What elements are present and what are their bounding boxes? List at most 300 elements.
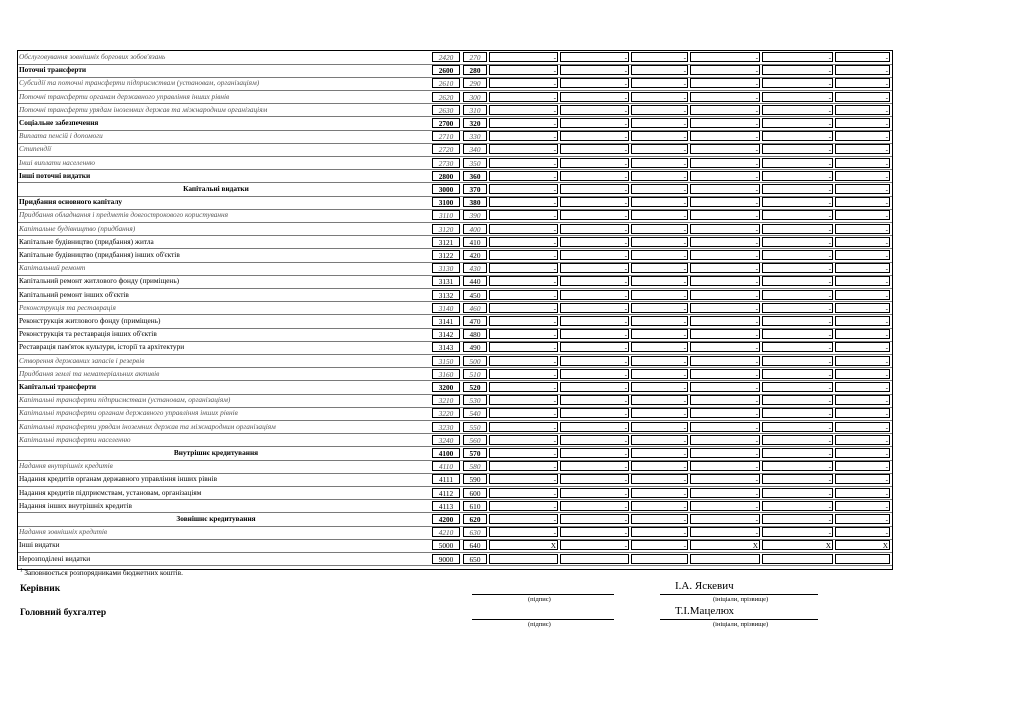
row-name: Соціальне забезпечення xyxy=(19,118,99,127)
value-cell: - xyxy=(631,501,688,511)
row-line-code: 580 xyxy=(463,461,487,471)
value-cell: - xyxy=(489,210,558,220)
row-code: 2600 xyxy=(432,65,460,75)
row-line-code: 290 xyxy=(463,78,487,88)
row-code: 3000 xyxy=(432,184,460,194)
value-cell: - xyxy=(835,461,890,471)
value-cell: - xyxy=(560,316,629,326)
table-row xyxy=(18,434,892,448)
value-cell: - xyxy=(835,158,890,168)
value-cell: - xyxy=(762,448,833,458)
value-cell: - xyxy=(835,395,890,405)
value-cell: - xyxy=(560,131,629,141)
row-line-code: 340 xyxy=(463,144,487,154)
value-cell: - xyxy=(631,422,688,432)
row-code: 4113 xyxy=(432,501,460,511)
table-row xyxy=(18,460,892,474)
row-code: 3131 xyxy=(432,276,460,286)
value-cell: - xyxy=(489,527,558,537)
row-line-code: 480 xyxy=(463,329,487,339)
value-cell: - xyxy=(762,488,833,498)
value-cell: - xyxy=(690,369,760,379)
value-cell: - xyxy=(489,488,558,498)
value-cell: - xyxy=(631,461,688,471)
row-code: 4112 xyxy=(432,488,460,498)
row-line-code: 300 xyxy=(463,92,487,102)
row-code: 4111 xyxy=(432,474,460,484)
value-cell: - xyxy=(762,461,833,471)
value-cell: - xyxy=(489,448,558,458)
value-cell: - xyxy=(489,118,558,128)
value-cell: - xyxy=(835,316,890,326)
row-code: 4200 xyxy=(432,514,460,524)
value-cell: - xyxy=(835,435,890,445)
head-name-caption: (ініціали, прізвище) xyxy=(713,596,769,603)
value-cell: - xyxy=(631,184,688,194)
value-cell: - xyxy=(560,422,629,432)
value-cell: - xyxy=(690,171,760,181)
value-cell xyxy=(690,554,760,564)
value-cell: - xyxy=(489,514,558,524)
value-cell: - xyxy=(560,171,629,181)
value-cell: - xyxy=(489,105,558,115)
row-name: Капітальні трансферти урядам іноземних держав та міжнародним організаціям xyxy=(19,421,276,431)
value-cell: - xyxy=(690,263,760,273)
footnote-mark: 1 xyxy=(20,568,23,574)
row-name: Надання кредитів органам державного управління інших рівнів xyxy=(19,474,218,484)
value-cell: - xyxy=(835,224,890,234)
value-cell: - xyxy=(560,105,629,115)
row-name: Капітальний ремонт житлового фонду (приміщень) xyxy=(19,276,180,286)
table-row xyxy=(18,209,892,223)
value-cell: - xyxy=(489,184,558,194)
value-cell: - xyxy=(560,540,629,550)
value-cell: - xyxy=(690,356,760,366)
row-line-code: 330 xyxy=(463,131,487,141)
value-cell: - xyxy=(631,527,688,537)
head-signature-caption: (підпис) xyxy=(528,596,551,603)
table-row xyxy=(18,302,892,316)
value-cell: - xyxy=(835,290,890,300)
value-cell: - xyxy=(631,514,688,524)
row-code: 3100 xyxy=(432,197,460,207)
row-name: Надання зовнішніх кредитів xyxy=(19,527,108,537)
row-name: Поточні трансферти органам державного управління інших рівнів xyxy=(19,91,230,101)
row-name: Внутрішнє кредитування xyxy=(173,448,259,457)
value-cell: - xyxy=(631,316,688,326)
table-row xyxy=(18,341,892,355)
row-code: 3220 xyxy=(432,408,460,418)
table-row xyxy=(18,315,892,329)
value-cell: - xyxy=(835,408,890,418)
value-cell: - xyxy=(489,356,558,366)
value-cell: - xyxy=(631,237,688,247)
table-row xyxy=(18,553,892,567)
table-row xyxy=(18,91,892,105)
row-name: Надання кредитів підприємствам, установам, організаціям xyxy=(19,487,202,497)
value-cell: - xyxy=(631,131,688,141)
table-row xyxy=(18,447,892,461)
value-cell: - xyxy=(631,474,688,484)
value-cell xyxy=(835,554,890,564)
value-cell: - xyxy=(631,144,688,154)
row-line-code: 640 xyxy=(463,540,487,550)
row-name: Придбання основного капіталу xyxy=(19,197,123,207)
row-name: Інші виплати населенню xyxy=(19,157,95,167)
table-row xyxy=(18,77,892,91)
value-cell: - xyxy=(690,276,760,286)
table-row xyxy=(18,487,892,501)
value-cell: - xyxy=(690,527,760,537)
value-cell: - xyxy=(835,237,890,247)
row-name: Капітальне будівництво (придбання) xyxy=(19,223,136,233)
table-row xyxy=(18,223,892,237)
table-row xyxy=(18,183,892,197)
row-name: Обслуговування зовнішніх боргових зобов'язань xyxy=(19,52,166,61)
value-cell: - xyxy=(690,105,760,115)
value-cell: - xyxy=(762,263,833,273)
row-line-code: 500 xyxy=(463,356,487,366)
row-line-code: 420 xyxy=(463,250,487,260)
head-signature-line xyxy=(472,594,614,595)
value-cell: - xyxy=(690,448,760,458)
value-cell: - xyxy=(560,290,629,300)
row-code: 4110 xyxy=(432,461,460,471)
value-cell: - xyxy=(835,501,890,511)
value-cell: - xyxy=(835,92,890,102)
row-name: Капітальні трансферти підприємствам (установам, організаціям) xyxy=(19,395,231,405)
row-line-code: 380 xyxy=(463,197,487,207)
row-line-code: 490 xyxy=(463,342,487,352)
value-cell: - xyxy=(762,118,833,128)
value-cell: - xyxy=(560,184,629,194)
table-row xyxy=(18,157,892,171)
value-cell: - xyxy=(489,224,558,234)
value-cell: - xyxy=(631,356,688,366)
value-cell: - xyxy=(631,158,688,168)
table-row xyxy=(18,249,892,263)
value-cell: - xyxy=(560,118,629,128)
accountant-name-line xyxy=(660,619,818,620)
value-cell: - xyxy=(690,329,760,339)
row-code: 3210 xyxy=(432,395,460,405)
value-cell: - xyxy=(631,92,688,102)
row-line-code: 310 xyxy=(463,105,487,115)
value-cell: - xyxy=(762,65,833,75)
table-row xyxy=(18,289,892,303)
row-code: 2420 xyxy=(432,52,460,62)
row-name: Капітальний ремонт xyxy=(19,263,86,273)
value-cell: - xyxy=(631,303,688,313)
value-cell: - xyxy=(631,395,688,405)
row-line-code: 390 xyxy=(463,210,487,220)
footnote xyxy=(20,568,183,577)
value-cell: - xyxy=(762,144,833,154)
value-cell: - xyxy=(762,342,833,352)
value-cell: - xyxy=(690,250,760,260)
value-cell: - xyxy=(835,184,890,194)
row-line-code: 570 xyxy=(463,448,487,458)
value-cell: - xyxy=(690,210,760,220)
row-name: Створення державних запасів і резервів xyxy=(19,355,145,365)
row-name: Реставрація пам'яток культури, історії та архітектури xyxy=(19,342,185,352)
value-cell xyxy=(560,554,629,564)
table-row xyxy=(18,196,892,210)
value-cell: - xyxy=(489,382,558,392)
value-cell: - xyxy=(489,435,558,445)
value-cell: - xyxy=(560,210,629,220)
value-cell: Х xyxy=(762,540,833,550)
table-row xyxy=(18,381,892,395)
value-cell: - xyxy=(835,356,890,366)
value-cell: - xyxy=(690,514,760,524)
row-code: 3230 xyxy=(432,422,460,432)
value-cell: - xyxy=(762,237,833,247)
value-cell: - xyxy=(560,144,629,154)
value-cell: - xyxy=(560,65,629,75)
value-cell: - xyxy=(835,527,890,537)
value-cell: - xyxy=(631,540,688,550)
accountant-role-label: Головний бухгалтер xyxy=(20,608,107,618)
table-row xyxy=(18,421,892,435)
value-cell: - xyxy=(690,382,760,392)
row-name: Реконструкція та реставрація xyxy=(19,302,116,312)
value-cell: - xyxy=(560,527,629,537)
value-cell: - xyxy=(835,105,890,115)
row-code: 2610 xyxy=(432,78,460,88)
value-cell: - xyxy=(762,356,833,366)
row-line-code: 630 xyxy=(463,527,487,537)
value-cell: - xyxy=(560,303,629,313)
value-cell: - xyxy=(560,408,629,418)
value-cell: - xyxy=(489,92,558,102)
value-cell: - xyxy=(690,316,760,326)
value-cell: - xyxy=(489,171,558,181)
row-name: Інші поточні видатки xyxy=(19,170,91,180)
row-code: 2710 xyxy=(432,131,460,141)
row-name: Поточні трансферти урядам іноземних держав та міжнародним організаціям xyxy=(19,104,268,114)
row-code: 3132 xyxy=(432,290,460,300)
value-cell: - xyxy=(631,342,688,352)
row-code: 9000 xyxy=(432,554,460,564)
value-cell: - xyxy=(762,78,833,88)
value-cell: - xyxy=(489,369,558,379)
value-cell: - xyxy=(690,92,760,102)
value-cell: - xyxy=(835,250,890,260)
row-code: 3120 xyxy=(432,224,460,234)
row-name: Реконструкція житлового фонду (приміщень) xyxy=(19,316,161,325)
value-cell: - xyxy=(762,303,833,313)
row-code: 3140 xyxy=(432,303,460,313)
value-cell: - xyxy=(560,78,629,88)
row-name: Інші видатки xyxy=(19,540,60,550)
value-cell: - xyxy=(560,329,629,339)
value-cell: - xyxy=(560,501,629,511)
row-code: 2630 xyxy=(432,105,460,115)
value-cell: - xyxy=(690,474,760,484)
row-name: Зовнішнє кредитування xyxy=(176,514,256,523)
value-cell: - xyxy=(762,329,833,339)
value-cell: - xyxy=(762,92,833,102)
accountant-signature-line xyxy=(472,619,614,620)
value-cell: - xyxy=(835,263,890,273)
value-cell: - xyxy=(835,131,890,141)
value-cell: - xyxy=(631,329,688,339)
value-cell: - xyxy=(560,488,629,498)
value-cell: - xyxy=(835,171,890,181)
row-line-code: 550 xyxy=(463,422,487,432)
value-cell: - xyxy=(762,435,833,445)
value-cell: - xyxy=(560,158,629,168)
value-cell: - xyxy=(835,382,890,392)
value-cell: - xyxy=(489,250,558,260)
value-cell: - xyxy=(835,329,890,339)
value-cell: - xyxy=(835,369,890,379)
report-table xyxy=(17,50,893,570)
value-cell: - xyxy=(690,342,760,352)
value-cell: - xyxy=(489,422,558,432)
value-cell: Х xyxy=(489,540,558,550)
value-cell: - xyxy=(762,422,833,432)
value-cell: - xyxy=(560,369,629,379)
value-cell: - xyxy=(560,263,629,273)
value-cell: - xyxy=(762,210,833,220)
row-code: 5000 xyxy=(432,540,460,550)
row-code: 3143 xyxy=(432,342,460,352)
row-code: 3150 xyxy=(432,356,460,366)
row-code: 3142 xyxy=(432,329,460,339)
value-cell: - xyxy=(631,369,688,379)
value-cell: - xyxy=(835,118,890,128)
value-cell: - xyxy=(489,501,558,511)
value-cell: - xyxy=(690,197,760,207)
value-cell: - xyxy=(762,171,833,181)
value-cell: - xyxy=(835,488,890,498)
row-code: 3130 xyxy=(432,263,460,273)
value-cell: - xyxy=(762,158,833,168)
value-cell: - xyxy=(835,342,890,352)
table-row xyxy=(18,539,892,553)
value-cell: - xyxy=(835,65,890,75)
value-cell: - xyxy=(690,408,760,418)
row-code: 4100 xyxy=(432,448,460,458)
value-cell: - xyxy=(835,303,890,313)
value-cell: - xyxy=(631,448,688,458)
row-code: 3122 xyxy=(432,250,460,260)
value-cell: - xyxy=(690,303,760,313)
value-cell: - xyxy=(690,78,760,88)
value-cell: - xyxy=(560,197,629,207)
table-row xyxy=(18,355,892,369)
value-cell: - xyxy=(762,276,833,286)
table-row xyxy=(18,64,892,78)
value-cell: - xyxy=(631,435,688,445)
value-cell xyxy=(489,554,558,564)
row-code: 2800 xyxy=(432,171,460,181)
value-cell: - xyxy=(489,52,558,62)
row-line-code: 470 xyxy=(463,316,487,326)
value-cell: - xyxy=(690,488,760,498)
row-code: 3110 xyxy=(432,210,460,220)
value-cell: Х xyxy=(835,540,890,550)
value-cell: - xyxy=(762,224,833,234)
row-line-code: 350 xyxy=(463,158,487,168)
table-row xyxy=(18,500,892,514)
value-cell: - xyxy=(631,210,688,220)
table-row xyxy=(18,236,892,250)
value-cell: - xyxy=(631,52,688,62)
value-cell: - xyxy=(762,290,833,300)
table-row xyxy=(18,513,892,527)
value-cell: - xyxy=(690,144,760,154)
value-cell: - xyxy=(762,474,833,484)
row-name: Капітальні видатки xyxy=(183,184,249,193)
value-cell: - xyxy=(560,382,629,392)
row-line-code: 280 xyxy=(463,65,487,75)
value-cell: - xyxy=(489,197,558,207)
row-line-code: 560 xyxy=(463,435,487,445)
value-cell: - xyxy=(762,316,833,326)
value-cell: - xyxy=(690,422,760,432)
value-cell: - xyxy=(489,461,558,471)
value-cell: - xyxy=(560,395,629,405)
value-cell: - xyxy=(690,290,760,300)
table-row xyxy=(18,170,892,184)
row-line-code: 510 xyxy=(463,369,487,379)
value-cell: - xyxy=(835,144,890,154)
value-cell: - xyxy=(690,65,760,75)
value-cell: - xyxy=(762,382,833,392)
row-line-code: 370 xyxy=(463,184,487,194)
row-code: 3160 xyxy=(432,369,460,379)
row-line-code: 460 xyxy=(463,303,487,313)
value-cell: - xyxy=(489,316,558,326)
head-role-label: Керівник xyxy=(20,584,61,594)
row-code: 2720 xyxy=(432,144,460,154)
value-cell: - xyxy=(631,488,688,498)
value-cell: - xyxy=(762,250,833,260)
row-name: Стипендії xyxy=(19,144,52,154)
value-cell: - xyxy=(560,448,629,458)
value-cell: Х xyxy=(690,540,760,550)
value-cell: - xyxy=(489,395,558,405)
row-name: Придбання землі та нематеріальних активів xyxy=(19,368,160,378)
table-row xyxy=(18,117,892,131)
table-row xyxy=(18,51,892,65)
table-row xyxy=(18,473,892,487)
value-cell: - xyxy=(560,356,629,366)
value-cell: - xyxy=(560,276,629,286)
value-cell: - xyxy=(762,395,833,405)
value-cell: - xyxy=(560,52,629,62)
value-cell: - xyxy=(489,474,558,484)
value-cell: - xyxy=(762,369,833,379)
accountant-name-caption: (ініціали, прізвище) xyxy=(713,621,769,628)
value-cell: - xyxy=(835,474,890,484)
value-cell: - xyxy=(489,342,558,352)
table-row xyxy=(18,394,892,408)
value-cell: - xyxy=(835,514,890,524)
table-row xyxy=(18,275,892,289)
value-cell: - xyxy=(835,422,890,432)
table-row xyxy=(18,262,892,276)
value-cell: - xyxy=(631,197,688,207)
value-cell: - xyxy=(489,303,558,313)
table-row xyxy=(18,407,892,421)
value-cell: - xyxy=(631,65,688,75)
row-line-code: 320 xyxy=(463,118,487,128)
row-name: Капітальні трансферти органам державного управління інших рівнів xyxy=(19,408,238,418)
